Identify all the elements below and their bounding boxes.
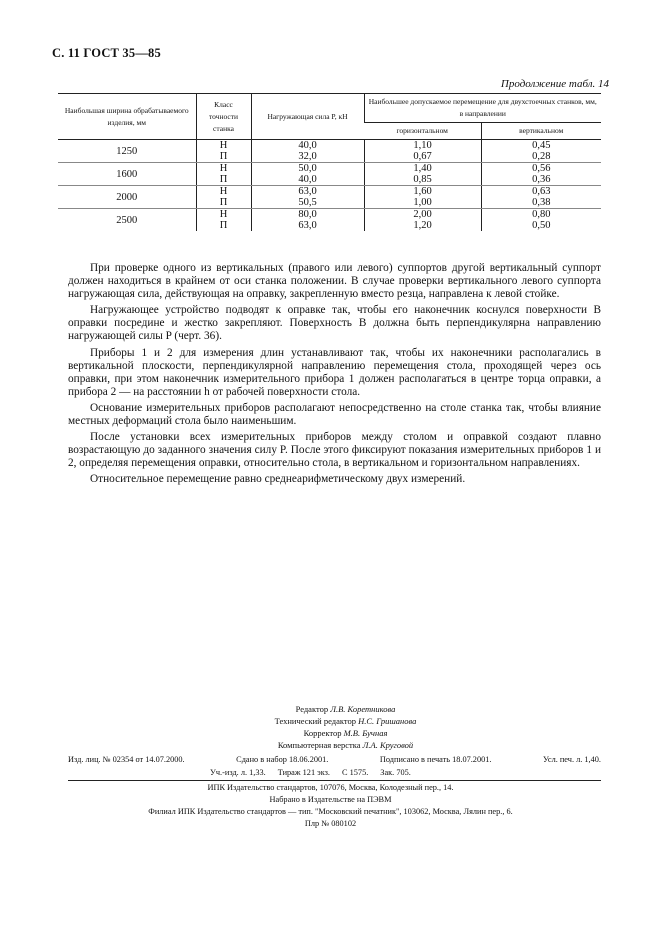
imprint [68, 753, 601, 779]
imprint-submitted: Сдано в набор 18.06.2001. [236, 755, 329, 764]
horizontal-value: 0,85 [413, 174, 432, 185]
width-cell: 2500 [116, 214, 138, 226]
credit-role: Компьютерная верстка [277, 740, 361, 750]
paragraph: Относительное перемещение равно среднеарифметическому двух измерений. [90, 473, 466, 486]
paragraph: Приборы 1 и 2 для измерения длин устанавливают так, чтобы их наконечники располагались в вертикальной плоскости, перпендикулярной направлению перемещения стола, проходящей через ось оправки, при этом наконечник измерительного прибора 1 должен располагаться в центре торца оправки, а прибора 2 — на расстоянии h от рабочей поверхности стола. [68, 346, 601, 398]
imprint-run: Тираж 121 экз. [277, 768, 331, 777]
class-value: П [219, 220, 228, 231]
width-cell: 1600 [58, 163, 196, 186]
publisher-line: Филиал ИПК Издательство стандартов — тип. "Московский печатник", 103062, Москва, Лялин пер., 6. [148, 807, 513, 816]
class-value: Н [219, 209, 228, 220]
credit-role: Корректор [303, 728, 342, 738]
force-value: 50,5 [298, 197, 317, 208]
body-text [68, 262, 601, 487]
publisher-info [0, 782, 661, 830]
vertical-value: 0,38 [532, 197, 551, 208]
paragraph: При проверке одного из вертикальных (правого или левого) суппортов другой вертикальный суппорт должен находиться в крайнем от оси станка положении. В случае проверки вертикального левого суппорта нагружающая сила, действующая на оправку, закрепленную вместо резца, направлена к левой стойке. [68, 262, 601, 301]
force-value: 40,0 [298, 174, 317, 185]
table-continuation-caption: Продолжение табл. 14 [500, 78, 609, 90]
table-row [58, 186, 601, 209]
imprint-signed: Подписано в печать 18.07.2001. [379, 755, 492, 764]
horizontal-value: 2,00 [413, 209, 432, 220]
col-header-width: Наибольшая ширина обрабатываемого изделия, мм [58, 94, 196, 140]
force-value: 63,0 [298, 220, 317, 231]
horizontal-value: 0,67 [413, 151, 432, 162]
horizontal-value: 1,10 [413, 140, 432, 151]
credit-line [0, 703, 661, 715]
class-value: Н [219, 163, 228, 174]
credit-role: Технический редактор [274, 716, 356, 726]
horizontal-value: 1,20 [413, 220, 432, 231]
publisher-line: Набрано в Издательстве на ПЭВМ [269, 795, 392, 804]
publisher-line: ИПК Издательство стандартов, 107076, Москва, Колодезный пер., 14. [207, 783, 454, 792]
imprint-order: Зак. 705. [380, 768, 411, 777]
credit-role: Редактор [295, 704, 329, 714]
force-value: 32,0 [298, 151, 317, 162]
editorial-credits [0, 703, 661, 751]
width-cell: 2000 [58, 186, 196, 209]
vertical-value: 0,36 [532, 174, 551, 185]
class-value: П [219, 151, 228, 162]
vertical-value: 0,80 [532, 209, 551, 220]
imprint-license: Изд. лиц. № 02354 от 14.07.2000. [68, 755, 185, 764]
publisher-line: Плр № 080102 [304, 819, 357, 828]
credit-line [0, 727, 661, 739]
vertical-value: 0,28 [532, 151, 551, 162]
page-header: С. 11 ГОСТ 35—85 [52, 46, 161, 60]
col-header-displacement: Наибольшее допускаемое перемещение для двухстоечных станков, мм, в направлении [364, 94, 601, 123]
force-value: 63,0 [298, 186, 317, 197]
col-header-vertical: вертикальном [481, 123, 601, 140]
force-value: 80,0 [298, 209, 317, 220]
credit-name: Л.В. Коретникова [330, 704, 396, 714]
horizontal-value: 1,60 [413, 186, 432, 197]
class-value: Н [219, 186, 228, 197]
class-value: П [219, 174, 228, 185]
paragraph: Основание измерительных приборов располагают непосредственно на столе станка так, чтобы влияние местных деформаций стола было наименьшим. [68, 401, 601, 428]
width-cell: 1250 [58, 140, 196, 163]
class-value: П [219, 197, 228, 208]
paragraph: После установки всех измерительных приборов между столом и оправкой создают плавно возрастающую до заданного значения силу P. После этого фиксируют показания измерительных приборов 1 и 2, определяя перемещения оправки, относительно стола, в вертикальном и горизонтальном направлениях. [68, 431, 601, 470]
displacement-table [58, 93, 601, 231]
imprint-order-c: С 1575. [342, 768, 369, 777]
col-header-class: Класс точности станка [196, 94, 251, 140]
imprint-publ-sheets: Уч.-изд. л. 1,33. [210, 768, 266, 777]
imprint-divider [68, 780, 601, 781]
credit-name: Н.С. Гришанова [358, 716, 417, 726]
col-header-force: Нагружающая сила P, кН [251, 94, 364, 140]
horizontal-value: 1,40 [413, 163, 432, 174]
paragraph: Нагружающее устройство подводят к оправке так, чтобы его наконечник коснулся поверхности B оправки посредине и жестко закрепляют. Поверхность B должна быть перпендикулярна направлению нагружающей силы P (черт. 36). [68, 304, 601, 343]
vertical-value: 0,63 [532, 186, 551, 197]
credit-line [0, 715, 661, 727]
col-header-horizontal: горизонтальном [364, 123, 481, 140]
force-value: 40,0 [298, 140, 317, 151]
table-row [58, 209, 601, 232]
horizontal-value: 1,00 [413, 197, 432, 208]
vertical-value: 0,50 [532, 220, 551, 231]
credit-name: М.В. Бучная [343, 728, 388, 738]
credit-line [0, 739, 661, 751]
credit-name: Л.А. Круговой [362, 740, 414, 750]
vertical-value: 0,45 [532, 140, 551, 151]
force-value: 50,0 [298, 163, 317, 174]
table-row [58, 163, 601, 186]
class-value: Н [219, 140, 228, 151]
vertical-value: 0,56 [532, 163, 551, 174]
table-row [58, 140, 601, 163]
imprint-print-sheets: Усл. печ. л. 1,40. [543, 755, 601, 764]
